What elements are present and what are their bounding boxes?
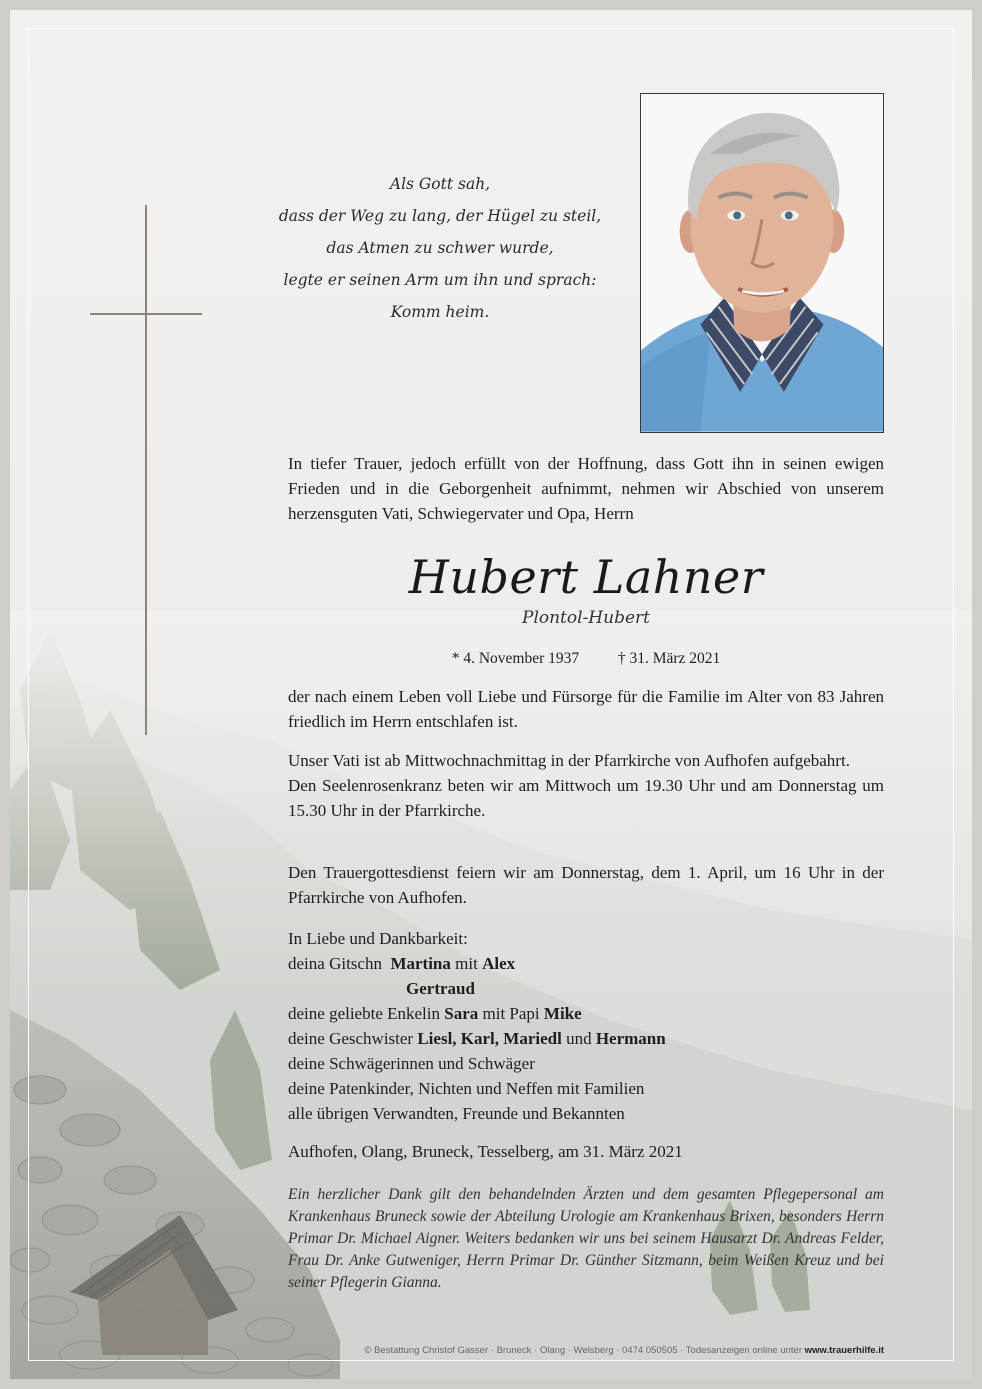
family-grandchild: deine geliebte Enkelin Sara mit Papi Mike <box>288 1004 582 1023</box>
portrait-image <box>641 94 883 432</box>
intro-text: In tiefer Trauer, jedoch erfüllt von der Hoffnung, dass Gott ihn in seinen ewigen Frieden und in die Geborgenheit aufnimmt, nehmen wir Abschied von unserem herzensguten Vati, Schwiegervater und Opa, Herrn <box>288 454 884 523</box>
poem <box>240 168 640 328</box>
family-heading: In Liebe und Dankbarkeit: <box>288 929 468 948</box>
footer-link[interactable]: www.trauerhilfe.it <box>804 1345 884 1356</box>
poem-line: dass der Weg zu lang, der Hügel zu steil, <box>278 207 602 225</box>
family-siblings: deine Geschwister Liesl, Karl, Mariedl und Hermann <box>288 1029 666 1048</box>
poem-line: Als Gott sah, <box>389 175 491 193</box>
thanks-text: Ein herzlicher Dank gilt den behandelnden Ärzten und dem gesamten Pflegepersonal am Krankenhaus Bruneck sowie der Abteilung Urologie am Krankenhaus Brixen, besonders Herrn Primar Dr. Michael Aigner. Weiters bedanken wir uns bei seinem Hausarzt Dr. Andreas Felder, Frau Dr. Anke Gutweniger, Herrn Primar Dr. Günther Sitzmann, beim Weißen Kreuz und bei seiner Pflegerin Gianna. <box>288 1186 884 1291</box>
family-inlaws: deine Schwägerinnen und Schwäger <box>288 1054 535 1073</box>
poem-line: Komm heim. <box>390 303 490 321</box>
footer-text: © Bestattung Christof Gasser · Bruneck · Olang · Welsberg · 0474 050505 · Todesanzeigen online unter <box>364 1345 802 1356</box>
birth-date: * 4. November 1937 <box>451 650 580 667</box>
family-godchildren: deine Patenkinder, Nichten und Neffen mit Familien <box>288 1079 645 1098</box>
deceased-name: Hubert Lahner <box>408 550 764 604</box>
paragraph-life: der nach einem Leben voll Liebe und Fürsorge für die Familie im Alter von 83 Jahren friedlich im Herrn entschlafen ist. <box>288 687 884 731</box>
paragraph-viewing: Unser Vati ist ab Mittwochnachmittag in der Pfarrkirche von Aufhofen aufgebahrt. <box>288 751 850 770</box>
death-date: † 31. März 2021 <box>617 650 721 667</box>
paragraph-wake <box>288 748 884 823</box>
paragraph-rosary: Den Seelenrosenkranz beten wir am Mittwoch um 19.30 Uhr und am Donnerstag um 15.30 Uhr in der Pfarrkirche. <box>288 776 884 820</box>
poem-line: legte er seinen Arm um ihn und sprach: <box>283 271 597 289</box>
life-dates <box>288 650 884 668</box>
family-children: deina Gitschn Martina mit Alex <box>288 954 516 973</box>
family-list <box>288 926 884 1126</box>
poem-line: das Atmen zu schwer wurde, <box>326 239 554 257</box>
family-others: alle übrigen Verwandten, Freunde und Bekannten <box>288 1104 625 1123</box>
portrait-photo <box>640 93 884 433</box>
footer <box>288 1345 884 1356</box>
obituary-sheet <box>10 10 972 1379</box>
deceased-nickname: Plontol-Hubert <box>522 608 650 628</box>
place-date: Aufhofen, Olang, Bruneck, Tesselberg, am 31. März 2021 <box>288 1142 683 1161</box>
paragraph-funeral: Den Trauergottesdienst feiern wir am Donnerstag, dem 1. April, um 16 Uhr in der Pfarrkirche von Aufhofen. <box>288 863 884 907</box>
family-child-2: Gertraud <box>406 979 475 998</box>
